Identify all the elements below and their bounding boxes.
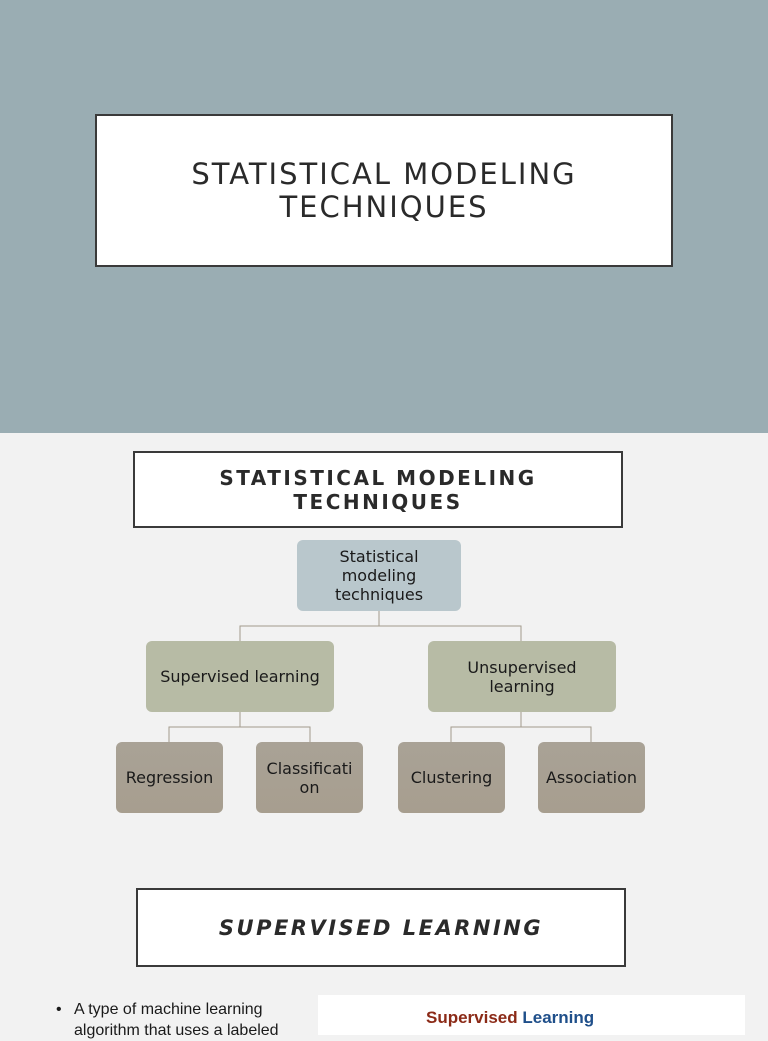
bullet-item: [56, 999, 306, 1041]
slide-1-title: STATISTICAL MODELING TECHNIQUES: [95, 114, 673, 267]
bullet-dot-icon: •: [56, 1001, 62, 1018]
diagram-node-root: Statistical modeling techniques: [297, 540, 461, 611]
supervised-learning-image: [318, 995, 745, 1035]
connector-root: [240, 611, 521, 641]
slide-3-title: SUPERVISED LEARNING: [136, 888, 626, 967]
diagram-node-regression: Regression: [116, 742, 223, 813]
slide-2-title: STATISTICAL MODELING TECHNIQUES: [133, 451, 623, 528]
connector-unsupervised: [451, 712, 591, 742]
diagram-node-association: Association: [538, 742, 645, 813]
diagram-node-unsupervised: Unsupervised learning: [428, 641, 616, 712]
slide-1: [0, 0, 768, 433]
image-title: [426, 1008, 594, 1028]
connector-supervised: [169, 712, 310, 742]
diagram-node-clustering: Clustering: [398, 742, 505, 813]
diagram-node-supervised: Supervised learning: [146, 641, 334, 712]
diagram-node-classification: Classification: [256, 742, 363, 813]
image-title-word-1: Supervised: [426, 1008, 518, 1027]
image-title-word-2: Learning: [522, 1008, 595, 1027]
bullet-text: A type of machine learning algorithm that uses a labeled: [74, 1001, 279, 1039]
